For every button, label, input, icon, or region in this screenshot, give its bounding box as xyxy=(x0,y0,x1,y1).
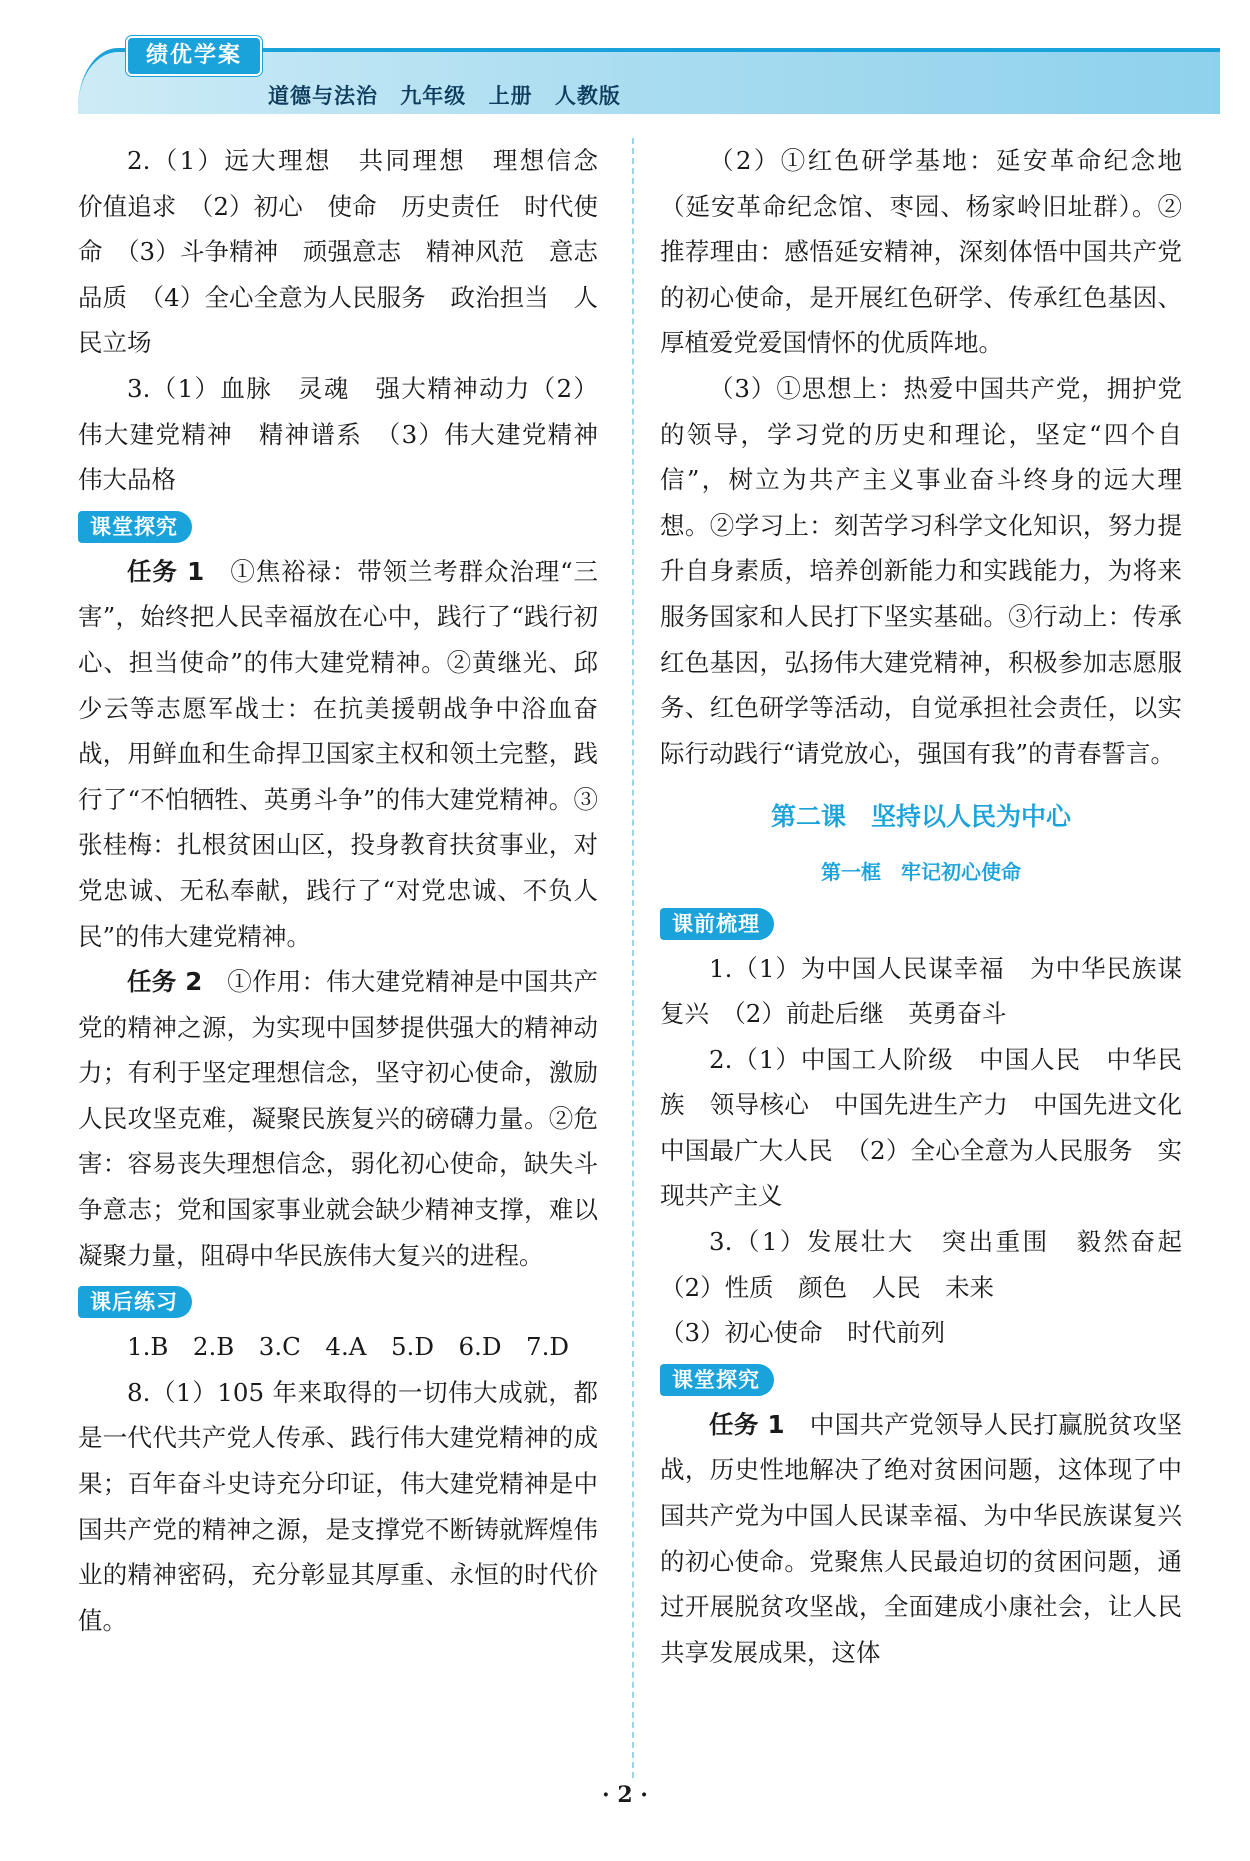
review-item-3-3: （3）初心使命 时代前列 xyxy=(660,1318,946,1348)
answer-item-8-2: （2）①红色研学基地：延安革命纪念地（延安革命纪念馆、枣园、杨家岭旧址群）。②推荐理由：感悟延安精神，深刻体悟中国共产党的初心使命，是开展红色研学、传承红色基因、厚植爱党爱国情怀的优质阵地。 xyxy=(660,146,1182,358)
review-item-2: 2.（1）中国工人阶级 中国人民 中华民族 领导核心 中国先进生产力 中国先进文化 中国最广大人民 （2）全心全意为人民服务 实现共产主义 xyxy=(660,1044,1207,1211)
lesson-title: 第二课 坚持以人民为中心 xyxy=(770,802,1071,832)
choice-answers: 1.B 2.B 3.C 4.A 5.D 6.D 7.D xyxy=(127,1332,570,1362)
section-badge-classroom-inquiry-2: 课堂探究 xyxy=(660,1364,774,1396)
section-badge-after-class-practice: 课后练习 xyxy=(78,1286,192,1318)
page-number: · 2 · xyxy=(602,1782,648,1808)
task-1-label: 任务 1 xyxy=(127,556,205,586)
column-divider xyxy=(632,138,634,1778)
task-1-paragraph xyxy=(78,549,598,959)
answer-item-8: 8.（1）105 年来取得的一切伟大成就，都是一代代共产党人传承、践行伟大建党精神的成果；百年奋斗史诗充分印证，伟大建党精神是中国共产党的精神之源，是支撑党不断铸就辉煌伟业的精神密码，充分彰显其厚重、永恒的时代价值。 xyxy=(78,1377,598,1635)
answer-item-8-3: （3）①思想上：热爱中国共产党，拥护党的领导，学习党的历史和理论，坚定“四个自信”，树立为共产主义事业奋斗终身的远大理想。②学习上：刻苦学习科学文化知识，努力提升自身素质，培养创新能力和实践能力，为将来服务国家和人民打下坚实基础。③行动上：传承红色基因，弘扬伟大建党精神，积极参加志愿服务、红色研学等活动，自觉承担社会责任，以实际行动践行“请党放心，强国有我”的青春誓言。 xyxy=(660,373,1182,768)
answer-item-2: 2.（1）远大理想 共同理想 理想信念 价值追求 （2）初心 使命 历史责任 时代使命 （3）斗争精神 顽强意志 精神风范 意志品质 （4）全心全意为人民服务 政治担当 人民立场 xyxy=(78,146,623,358)
task-2-text: ①作用：伟大建党精神是中国共产党的精神之源，为实现中国梦提供强大的精神动力；有利于坚定理想信念，坚守初心使命，激励人民攻坚克难，凝聚民族复兴的磅礴力量。②危害：容易丧失理想信念，弱化初心使命，缺失斗争意志；党和国家事业就会缺少精神支撑，难以凝聚力量，阻碍中华民族伟大复兴的进程。 xyxy=(78,967,599,1270)
section-badge-classroom-inquiry: 课堂探究 xyxy=(78,511,192,543)
task-1-label-right: 任务 1 xyxy=(709,1409,785,1439)
section-title: 第一框 牢记初心使命 xyxy=(821,859,1021,884)
task-1-text: ①焦裕禄：带领兰考群众治理“三害”，始终把人民幸福放在心中，践行了“践行初心、担当使命”的伟大建党精神。②黄继光、邱少云等志愿军战士：在抗美援朝战争中浴血奋战，用鲜血和生命捍卫国家主权和领土完整，践行了“不怕牺牲、英勇斗争”的伟大建党精神。③张桂梅：扎根贫困山区，投身教育扶贫事业，对党忠诚、无私奉献，践行了“对党忠诚、不负人民”的伟大建党精神。 xyxy=(78,556,599,951)
review-item-1: 1.（1）为中国人民谋幸福 为中华民族谋复兴 （2）前赴后继 英勇奋斗 xyxy=(660,953,1182,1029)
task-2-label: 任务 2 xyxy=(127,967,203,997)
book-info: 道德与法治 九年级 上册 人教版 xyxy=(268,84,621,108)
brand-badge: 绩优学案 xyxy=(126,36,262,76)
section-badge-pre-class-review: 课前梳理 xyxy=(660,908,774,940)
left-column xyxy=(78,138,623,1643)
right-column xyxy=(660,138,1207,1675)
review-item-3: 3.（1）发展壮大 突出重围 毅然奋起 （2）性质 颜色 人民 未来 xyxy=(660,1227,1207,1302)
task-2-paragraph xyxy=(78,959,598,1278)
answer-item-3: 3.（1）血脉 灵魂 强大精神动力（2）伟大建党精神 精神谱系 （3）伟大建党精神 伟大品格 xyxy=(78,373,623,495)
task-1-text-right: 中国共产党领导人民打赢脱贫攻坚战，历史性地解决了绝对贫困问题，这体现了中国共产党为中国人民谋幸福、为中华民族谋复兴的初心使命。党聚焦人民最迫切的贫困问题，通过开展脱贫攻坚战，全面建成小康社会，让人民共享发展成果，这体 xyxy=(660,1409,1183,1667)
task-1-paragraph-right xyxy=(660,1402,1182,1676)
